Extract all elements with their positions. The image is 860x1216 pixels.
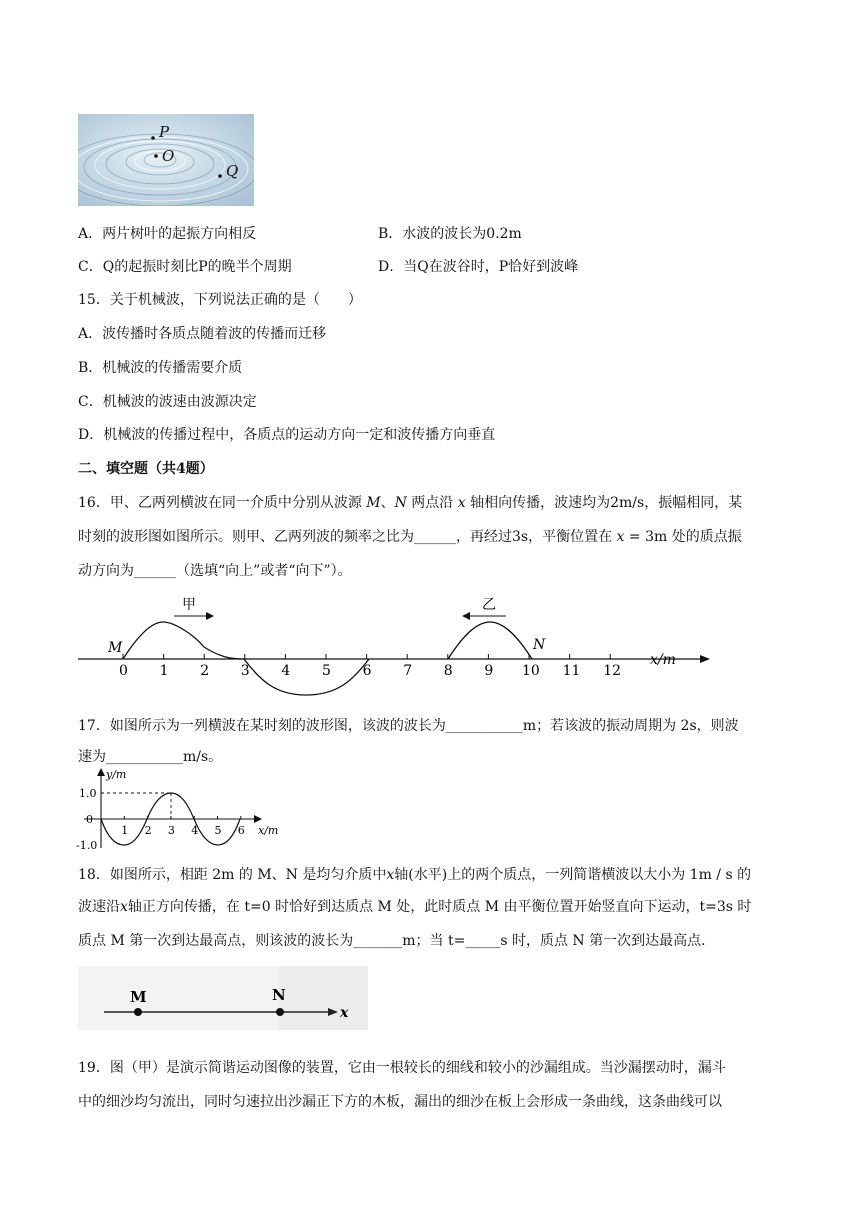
wave-jia-rise: [204, 647, 244, 659]
x-tick-label: 0: [119, 663, 128, 679]
y-tick-0: 0: [86, 813, 93, 826]
q16-line-1: 16．甲、乙两列横波在同一介质中分别从波源 M、N 两点沿 x 轴相向传播，波速均为2m/s，振幅相同，某: [78, 495, 743, 511]
wave-yi: [448, 622, 532, 659]
x-axis-arrow: [700, 655, 710, 663]
wave-figure-16: [70, 592, 720, 702]
x-tick-label: 11: [562, 663, 581, 679]
q16-line-3: 动方向为______（选填“向上”或者“向下”）。: [78, 563, 352, 579]
q15-stem: 15．关于机械波，下列说法正确的是（ ）: [78, 292, 362, 308]
x-tick-label: 1: [121, 824, 129, 837]
y-axis-arrow: [97, 768, 105, 776]
label-yi: 乙: [482, 597, 496, 613]
x-tick-label: 6: [237, 824, 245, 837]
x-tick-label: 3: [167, 824, 175, 837]
q14-option-b: B．水波的波长为0.2m: [378, 226, 522, 242]
x-tick-label: 4: [191, 824, 199, 837]
y-tick-1: 1.0: [79, 787, 97, 800]
label-m: M: [108, 640, 123, 656]
label-p: P: [159, 123, 170, 141]
point-m: [134, 1008, 142, 1016]
q15-option-b: B．机械波的传播需要介质: [78, 360, 243, 376]
wave-figure-17: [76, 766, 286, 856]
q14-option-c: C．Q的起振时刻比P的晚半个周期: [78, 259, 292, 275]
x-tick-label: 5: [322, 663, 331, 679]
x-tick-label: 7: [403, 663, 413, 679]
x-tick-label: 12: [603, 663, 622, 679]
y-tick-neg1: -1.0: [76, 839, 98, 852]
point-o: [154, 154, 158, 158]
x-tick-label: 4: [281, 663, 291, 679]
mn-figure-18: [78, 966, 368, 1030]
wave-jia: [123, 622, 204, 659]
label-n: N: [533, 637, 546, 653]
point-n: [276, 1008, 284, 1016]
q19-line-1: 19．图（甲）是演示简谐运动图像的装置，它由一根较长的细线和较小的沙漏组成。当沙漏摆动时，漏斗: [78, 1060, 726, 1076]
arrow-jia-head: [206, 612, 214, 620]
label-o: O: [162, 147, 175, 165]
wave-jia-trough: [244, 659, 369, 695]
q15-option-a: A．波传播时各质点随着波的传播而迁移: [78, 326, 327, 342]
x-tick-label: 9: [484, 663, 494, 679]
arrow-yi-head: [462, 612, 470, 620]
x-axis-label: x/m: [258, 824, 279, 837]
q18-line-1: 18．如图所示，相距 2m 的 M、N 是均匀介质中x轴(水平)上的两个质点，一列简谐横波以大小为 1m / s 的: [78, 867, 752, 883]
q14-option-a: A．两片树叶的起振方向相反: [78, 226, 257, 242]
x-tick-label: 5: [214, 824, 222, 837]
label-q: Q: [226, 162, 239, 180]
x-tick-label: 1: [159, 663, 169, 679]
x-tick-label: 8: [443, 663, 453, 679]
x-tick-label: 10: [522, 663, 540, 679]
q17-line-1: 17．如图所示为一列横波在某时刻的波形图，该波的波长为___________m；若该波的振动周期为 2s，则波: [78, 718, 739, 734]
q14-option-d: D．当Q在波谷时，P恰好到波峰: [378, 259, 579, 275]
section-heading: 二、填空题（共4题）: [78, 461, 214, 477]
x-axis-arrow: [254, 815, 262, 823]
x-tick-label: 2: [200, 663, 210, 679]
ripple-figure: [78, 114, 254, 206]
x-tick-label: 6: [362, 663, 372, 679]
label-jia: 甲: [182, 597, 196, 613]
q15-option-d: D．机械波的传播过程中，各质点的运动方向一定和波传播方向垂直: [78, 427, 496, 443]
axis-label-x: x/m: [650, 652, 676, 668]
x-tick-label: 2: [144, 824, 152, 837]
label-n: N: [272, 986, 286, 1004]
q18-line-2: 波速沿x轴正方向传播，在 t=0 时恰好到达质点 M 处，此时质点 M 由平衡位置开始竖直向下运动，t=3s 时: [78, 899, 752, 915]
q18-line-3: 质点 M 第一次到达最高点，则该波的波长为_______m；当 t=_____s 时，质点 N 第一次到达最高点．: [78, 933, 716, 949]
point-q: [218, 174, 222, 178]
q17-line-2: 速为___________m/s。: [78, 749, 223, 765]
point-p: [151, 136, 155, 140]
y-axis-label: y/m: [106, 768, 127, 781]
q19-line-2: 中的细沙均匀流出，同时匀速拉出沙漏正下方的木板，漏出的细沙在板上会形成一条曲线，这条曲线可以: [78, 1094, 722, 1110]
q16-line-2: 时刻的波形图如图所示。则甲、乙两列波的频率之比为______，再经过3s，平衡位置在 x = 3m 处的质点振: [78, 529, 742, 545]
label-m: M: [130, 988, 147, 1006]
x-tick-label: 3: [240, 663, 250, 679]
label-x: x: [340, 1005, 349, 1021]
q15-option-c: C．机械波的波速由波源决定: [78, 394, 257, 410]
